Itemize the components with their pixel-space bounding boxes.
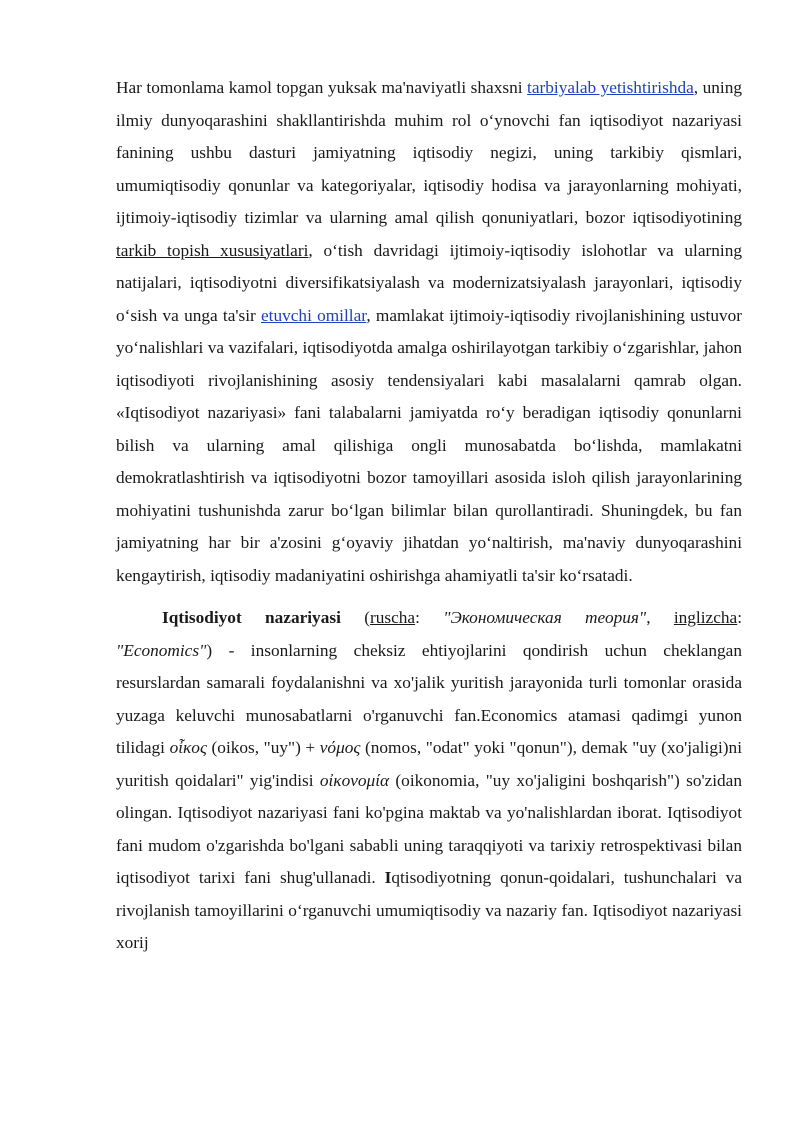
paragraph-text: ( [340, 608, 370, 627]
paragraph-text: , oʻtish davridagi ijtimoiy-iqtisodiy islohotlar va ularning natijalari, iqtisodiyotni diversifikatsiyalash va modernizatsiyalash jarayonlari, iqtisodiy oʻsish va unga ta'sir [116, 240, 743, 325]
link-omillar[interactable]: etuvchi omillar [261, 305, 367, 325]
greek-oikos: οἶκος [169, 738, 207, 757]
greek-oikonomia: οἰκονομία [319, 770, 390, 790]
paragraph-text: (oikos, "uy") + [206, 738, 320, 757]
document-page [116, 72, 742, 960]
link-inglizcha[interactable]: inglizcha [673, 608, 738, 627]
paragraph-text: qtisodiyotning qonun-qoidalari, tushunchalari va rivojlanish tamoyillarini oʻrganuvchi umumiqtisodiy va nazariy fan. Iqtisodiyot nazariyasi xorij [116, 868, 742, 952]
bold-initial: I [384, 868, 392, 887]
link-ruscha[interactable]: ruscha [369, 608, 416, 627]
paragraph-text: (oikonomia, "uy xo'jaligini boshqarish") so'zidan olingan. Iqtisodiyot nazariyasi fani ko'pgina maktab va yo'nalishlardan iborat. Iqtisodiyot fani mudom o'zgarishda bo'lgani sababli uning taraqqiyoti va tarixiy retrospektivasi bilan iqtisodiyot tarixi fani shug'ullanadi. [116, 770, 742, 887]
greek-nomos: νόμος [319, 738, 361, 757]
paragraph-text: : [415, 608, 444, 627]
paragraph-text: (nomos, "odat" yoki "qonun"), demak "uy (xo'jaligi)ni yuritish qoidalari" yig'indisi [116, 738, 742, 790]
paragraph-text: : [737, 608, 742, 627]
paragraph-text: , uning ilmiy dunyoqarashini shakllantirishda muhim rol oʻynovchi fan iqtisodiyot nazariyasi fanining ushbu dasturi jamiyatning iqtisodiy negizi, uning tarkibiy qismlari, umumiqtisodiy qonunlar va kategoriyalar, iqtisodiy hodisa va jarayonlarning mohiyati, ijtimoiy-iqtisodiy tizimlar va ularning amal qilish qonuniyatlari, bozor iqtisodiyotining [116, 78, 742, 227]
paragraph-text: , [646, 608, 674, 627]
link-tarkib-topish[interactable]: tarkib topish xususiyatlari [116, 240, 309, 260]
term-heading: Iqtisodiyot nazariyasi [162, 608, 341, 627]
paragraph-text: , mamlakat ijtimoiy-iqtisodiy rivojlanishining ustuvor yoʻnalishlari va vazifalari, iqtisodiyotda amalga oshirilayotgan tarkibiy oʻzgarishlar, jahon iqtisodiyoti rivojlanishining asosiy tendensiyalari kabi masalalarni qamrab olgan. «Iqtisodiyot nazariyasi» fani talabalarni jamiyatda roʻy beradigan iqtisodiy qonunlarni bilish va ularning amal qilishiga ongli munosabatda boʻlishda, mamlakatni demokratlashtirish va iqtisodiyotni bozor tamoyillari asosida isloh qilish jarayonlarining mohiyatini tushunishda zarur boʻlgan bilimlar bilan qurollantiradi. Shuningdek, bu fan jamiyatning har bir a'zosini gʻoyaviy jihatdan yoʻnaltirish, ma'naviy dunyoqarashini kengaytirish, iqtisodiy madaniyatini oshirishga ahamiyatli ta'sir koʻrsatadi. [116, 305, 742, 585]
link-tarbiyalab[interactable]: tarbiyalab yetishtirishda [527, 78, 694, 97]
english-term: "Economics" [116, 640, 207, 660]
paragraph-text: ) - insonlarning cheksiz ehtiyojlarini qondirish uchun cheklangan resurslardan samarali foydalanishni va xo'jalik yuritish jarayonida turli tomonlar orasida yuzaga keluvchi munosabatlarni o'rganuvchi fan.Economics atamasi qadimgi yunon tilidagi [116, 640, 742, 757]
paragraph-text: Har tomonlama kamol topgan yuksak ma'naviyatli shaxsni [116, 78, 528, 97]
paragraph-intro [116, 72, 742, 592]
russian-term: "Экономическая теория" [443, 608, 647, 627]
paragraph-definition [116, 602, 742, 960]
